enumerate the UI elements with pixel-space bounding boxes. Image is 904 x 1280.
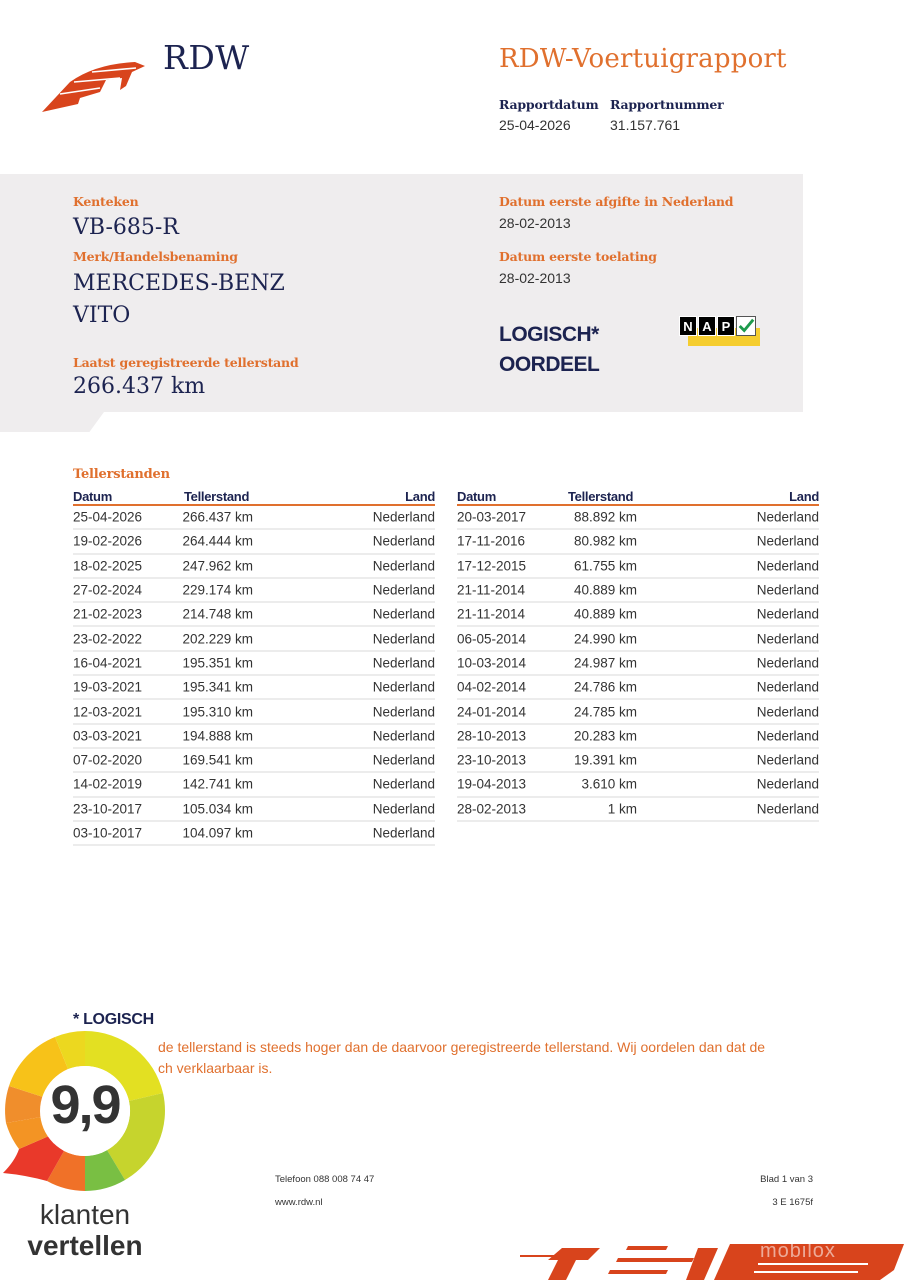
cell-country: Nederland xyxy=(372,558,435,574)
odometer-label: Laatst geregistreerde tellerstand xyxy=(73,355,299,370)
cell-country: Nederland xyxy=(756,606,819,622)
report-title: RDW-Voertuigrapport xyxy=(499,44,787,74)
cell-date: 23-02-2022 xyxy=(73,631,143,647)
footer-phone: Telefoon 088 008 74 47 xyxy=(275,1174,375,1185)
cell-date: 04-02-2014 xyxy=(457,679,527,695)
first-admission-value: 28-02-2013 xyxy=(499,270,571,286)
cell-date: 19-04-2013 xyxy=(457,776,527,792)
cell-date: 21-11-2014 xyxy=(457,582,526,598)
report-number-label: Rapportnummer xyxy=(610,97,724,112)
col-odometer: Tellerstand xyxy=(184,489,250,504)
cell-odometer: 202.229 km xyxy=(182,631,253,647)
cell-date: 24-01-2014 xyxy=(457,704,527,720)
cell-country: Nederland xyxy=(756,776,819,792)
table-row xyxy=(457,700,819,724)
cell-date: 23-10-2017 xyxy=(73,801,143,817)
cell-date: 28-02-2013 xyxy=(457,801,527,817)
plate-label: Kenteken xyxy=(73,194,139,209)
footnote-line2: ch verklaarbaar is. xyxy=(158,1060,273,1076)
cell-odometer: 61.755 km xyxy=(573,558,637,574)
table-row xyxy=(73,506,435,530)
cell-odometer: 169.541 km xyxy=(182,752,253,768)
cell-date: 28-10-2013 xyxy=(457,728,527,744)
table-row xyxy=(73,676,435,700)
cell-odometer: 142.741 km xyxy=(182,776,253,792)
cell-date: 14-02-2019 xyxy=(73,776,143,792)
cell-date: 03-10-2017 xyxy=(73,825,143,841)
cell-date: 07-02-2020 xyxy=(73,752,143,768)
rating-score: 9,9 xyxy=(50,1075,120,1135)
nap-letter-n: N xyxy=(679,316,697,336)
table-row xyxy=(457,530,819,554)
cell-country: Nederland xyxy=(756,752,819,768)
rating-label-line1: klanten xyxy=(39,1199,131,1230)
table-header xyxy=(73,488,435,506)
cell-odometer: 194.888 km xyxy=(182,728,253,744)
table-row xyxy=(73,773,435,797)
cell-country: Nederland xyxy=(372,704,435,720)
model-value: VITO xyxy=(73,303,131,328)
cell-country: Nederland xyxy=(756,679,819,695)
report-date-label: Rapportdatum xyxy=(499,97,599,112)
rdw-feather-logo-icon xyxy=(40,52,150,114)
cell-odometer: 104.097 km xyxy=(182,825,253,841)
cell-country: Nederland xyxy=(372,825,435,841)
cell-odometer: 105.034 km xyxy=(182,801,253,817)
col-country: Land xyxy=(405,489,435,504)
col-country: Land xyxy=(789,489,819,504)
cell-odometer: 19.391 km xyxy=(573,752,637,768)
cell-date: 20-03-2017 xyxy=(457,509,527,525)
cell-country: Nederland xyxy=(756,704,819,720)
cell-date: 21-11-2014 xyxy=(457,606,526,622)
cell-odometer: 214.748 km xyxy=(182,606,253,622)
dealer-stripes-logo-icon xyxy=(518,1240,904,1280)
footnote-line1: de tellerstand is steeds hoger dan de daarvoor geregistreerde tellerstand. Wij oordelen dan dat de xyxy=(158,1039,766,1055)
footnote-title: * LOGISCH xyxy=(73,1011,154,1027)
cell-country: Nederland xyxy=(756,558,819,574)
cell-odometer: 3.610 km xyxy=(581,776,637,792)
table-row xyxy=(457,798,819,822)
make-label: Merk/Handelsbenaming xyxy=(73,249,238,264)
table-row xyxy=(457,555,819,579)
odometer-table-title: Tellerstanden xyxy=(73,467,170,482)
cell-odometer: 247.962 km xyxy=(182,558,253,574)
cell-date: 25-04-2026 xyxy=(73,509,143,525)
report-date: 25-04-2026 xyxy=(499,117,571,133)
table-row xyxy=(457,506,819,530)
col-odometer: Tellerstand xyxy=(568,489,634,504)
cell-odometer: 24.987 km xyxy=(573,655,637,671)
cell-country: Nederland xyxy=(372,582,435,598)
verdict-line2: OORDEEL xyxy=(499,353,600,376)
cell-odometer: 88.892 km xyxy=(573,509,637,525)
cell-country: Nederland xyxy=(756,582,819,598)
report-number: 31.157.761 xyxy=(610,117,681,133)
watermark-text: mobilox xyxy=(760,1240,836,1262)
checkmark-icon xyxy=(736,316,756,336)
cell-odometer: 80.982 km xyxy=(573,533,637,549)
col-date: Datum xyxy=(457,489,496,504)
cell-date: 18-02-2025 xyxy=(73,558,143,574)
verdict-line1: LOGISCH* xyxy=(499,323,599,346)
table-row xyxy=(73,579,435,603)
cell-country: Nederland xyxy=(372,606,435,622)
footnote-text xyxy=(100,1037,800,1079)
table-row xyxy=(73,627,435,651)
table-row xyxy=(73,555,435,579)
cell-country: Nederland xyxy=(756,631,819,647)
cell-country: Nederland xyxy=(756,801,819,817)
cell-date: 21-02-2023 xyxy=(73,606,143,622)
report-date-block xyxy=(499,97,598,133)
table-row xyxy=(457,652,819,676)
cell-date: 23-10-2013 xyxy=(457,752,527,768)
cell-odometer: 195.351 km xyxy=(182,655,253,671)
cell-country: Nederland xyxy=(372,776,435,792)
table-row xyxy=(457,749,819,773)
cell-odometer: 40.889 km xyxy=(573,582,637,598)
cell-odometer: 20.283 km xyxy=(573,728,637,744)
cell-date: 19-03-2021 xyxy=(73,679,143,695)
panel-tail-decoration xyxy=(0,412,104,432)
cell-odometer: 24.785 km xyxy=(573,704,637,720)
cell-country: Nederland xyxy=(756,509,819,525)
first-issue-nl-label: Datum eerste afgifte in Nederland xyxy=(499,194,734,209)
cell-date: 17-12-2015 xyxy=(457,558,527,574)
footer-page-number: Blad 1 van 3 xyxy=(760,1174,813,1185)
cell-date: 17-11-2016 xyxy=(457,533,526,549)
odometer-table-left xyxy=(73,488,435,846)
cell-odometer: 266.437 km xyxy=(182,509,253,525)
cell-odometer: 229.174 km xyxy=(182,582,253,598)
table-row xyxy=(457,725,819,749)
table-row xyxy=(457,676,819,700)
nap-letter-a: A xyxy=(698,316,716,336)
make-value: MERCEDES-BENZ xyxy=(73,271,285,296)
cell-country: Nederland xyxy=(372,752,435,768)
cell-date: 06-05-2014 xyxy=(457,631,527,647)
cell-country: Nederland xyxy=(372,728,435,744)
odometer-table-right xyxy=(457,488,819,822)
table-row xyxy=(457,627,819,651)
rating-label-line2: vertellen xyxy=(27,1230,143,1261)
cell-date: 03-03-2021 xyxy=(73,728,143,744)
report-number-block xyxy=(610,97,724,133)
rdw-logo-text: RDW xyxy=(163,38,250,77)
cell-odometer: 195.310 km xyxy=(182,704,253,720)
nap-letter-p: P xyxy=(717,316,735,336)
table-row xyxy=(73,700,435,724)
table-row xyxy=(73,798,435,822)
col-date: Datum xyxy=(73,489,112,504)
cell-country: Nederland xyxy=(372,533,435,549)
cell-country: Nederland xyxy=(756,728,819,744)
table-row xyxy=(457,773,819,797)
cell-odometer: 24.786 km xyxy=(573,679,637,695)
cell-date: 16-04-2021 xyxy=(73,655,143,671)
table-row xyxy=(457,579,819,603)
cell-date: 19-02-2026 xyxy=(73,533,143,549)
cell-odometer: 1 km xyxy=(607,801,637,817)
cell-odometer: 264.444 km xyxy=(182,533,253,549)
cell-odometer: 24.990 km xyxy=(573,631,637,647)
cell-date: 12-03-2021 xyxy=(73,704,143,720)
table-row xyxy=(73,725,435,749)
table-row xyxy=(73,530,435,554)
cell-country: Nederland xyxy=(756,655,819,671)
cell-odometer: 195.341 km xyxy=(182,679,253,695)
footer-code: 3 E 1675f xyxy=(772,1197,813,1208)
cell-odometer: 40.889 km xyxy=(573,606,637,622)
cell-date: 27-02-2024 xyxy=(73,582,143,598)
table-row xyxy=(73,603,435,627)
nap-logo xyxy=(679,316,761,348)
footer-website[interactable]: www.rdw.nl xyxy=(275,1197,323,1208)
cell-country: Nederland xyxy=(372,679,435,695)
table-row xyxy=(73,652,435,676)
cell-country: Nederland xyxy=(372,509,435,525)
table-row xyxy=(73,822,435,846)
cell-date: 10-03-2014 xyxy=(457,655,527,671)
cell-country: Nederland xyxy=(372,801,435,817)
table-row xyxy=(73,749,435,773)
table-row xyxy=(457,603,819,627)
verdict xyxy=(499,320,599,380)
first-admission-label: Datum eerste toelating xyxy=(499,249,657,264)
cell-country: Nederland xyxy=(372,631,435,647)
table-header xyxy=(457,488,819,506)
first-issue-nl-value: 28-02-2013 xyxy=(499,215,571,231)
plate-value: VB-685-R xyxy=(73,215,179,240)
odometer-value: 266.437 km xyxy=(73,374,206,399)
cell-country: Nederland xyxy=(756,533,819,549)
cell-country: Nederland xyxy=(372,655,435,671)
